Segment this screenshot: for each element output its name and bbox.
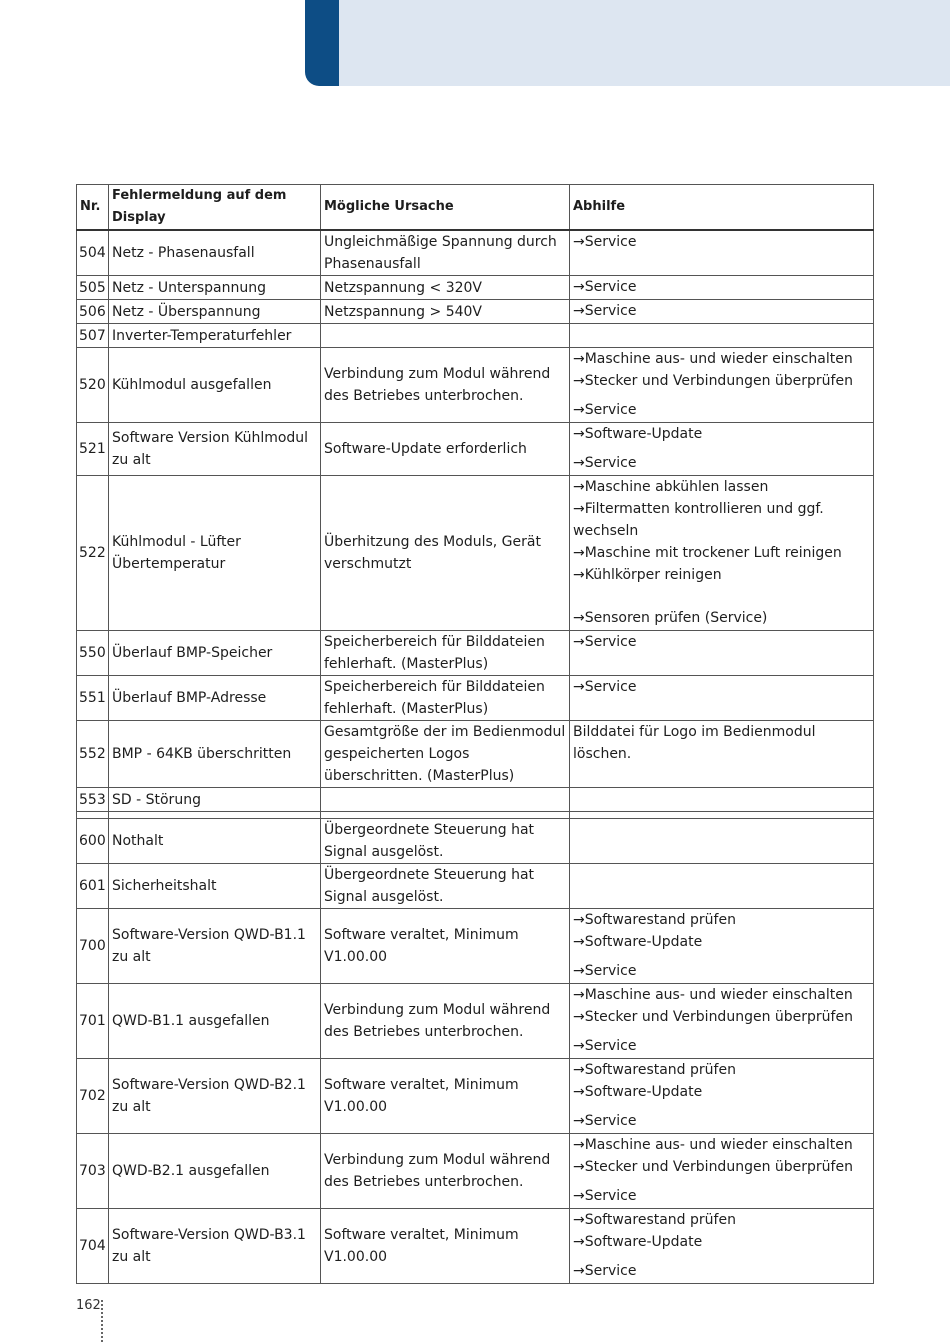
cell-nr: 520 — [77, 348, 109, 423]
cell-remedy — [570, 423, 874, 476]
spacer-cell — [109, 812, 321, 819]
cell-cause — [321, 788, 570, 812]
cell-nr: 506 — [77, 300, 109, 324]
cell-cause: Netzspannung > 540V — [321, 300, 570, 324]
remedy-line: →Maschine aus- und wieder einschalten — [573, 1137, 853, 1153]
table-row — [77, 788, 874, 812]
remedy-line-bottom: →Service — [573, 402, 637, 418]
remedy-line-bottom: →Sensoren prüfen (Service) — [573, 610, 768, 626]
cell-message: QWD-B1.1 ausgefallen — [109, 984, 321, 1059]
cell-nr: 700 — [77, 909, 109, 984]
remedy-lines — [573, 476, 870, 629]
cell-message: QWD-B2.1 ausgefallen — [109, 1134, 321, 1209]
remedy-lines — [573, 721, 870, 765]
remedy-line: →Stecker und Verbindungen überprüfen — [573, 373, 853, 389]
remedy-line: →Software-Update — [573, 426, 703, 442]
cell-remedy — [570, 721, 874, 788]
remedy-line: →Stecker und Verbindungen überprüfen — [573, 1009, 853, 1025]
remedy-line: →Service — [573, 279, 637, 295]
remedy-line: →Maschine aus- und wieder einschalten — [573, 351, 853, 367]
cell-nr: 521 — [77, 423, 109, 476]
cell-message: Software-Version QWD-B2.1 zu alt — [109, 1059, 321, 1134]
table-row — [77, 721, 874, 788]
col-header-nr: Nr. — [77, 185, 109, 231]
spacer-cell — [321, 812, 570, 819]
remedy-line: →Software-Update — [573, 934, 703, 950]
cell-message: Inverter-Temperaturfehler — [109, 324, 321, 348]
table-row — [77, 984, 874, 1059]
cell-nr: 552 — [77, 721, 109, 788]
cell-remedy — [570, 1059, 874, 1134]
table-spacer-row — [77, 812, 874, 819]
cell-remedy — [570, 1134, 874, 1209]
cell-cause: Übergeordnete Steuerung hat Signal ausgelöst. — [321, 819, 570, 864]
cell-nr: 550 — [77, 631, 109, 676]
cell-remedy — [570, 348, 874, 423]
remedy-lines — [573, 1059, 870, 1132]
cell-remedy — [570, 676, 874, 721]
table-row — [77, 423, 874, 476]
cell-message: Software Version Kühlmodul zu alt — [109, 423, 321, 476]
remedy-line-bottom: →Service — [573, 1038, 637, 1054]
cell-cause: Software veraltet, Minimum V1.00.00 — [321, 1209, 570, 1284]
error-table — [76, 184, 874, 1284]
remedy-line: →Stecker und Verbindungen überprüfen — [573, 1159, 853, 1175]
remedy-line: →Service — [573, 679, 637, 695]
cell-remedy — [570, 864, 874, 909]
remedy-line: →Maschine mit trockener Luft reinigen — [573, 545, 842, 561]
cell-nr: 702 — [77, 1059, 109, 1134]
col-header-message: Fehlermeldung auf dem Display — [109, 185, 321, 231]
cell-remedy — [570, 909, 874, 984]
remedy-line-bottom: →Service — [573, 1188, 637, 1204]
remedy-line: →Software-Update — [573, 1234, 703, 1250]
cell-message: BMP - 64KB überschritten — [109, 721, 321, 788]
table-row — [77, 631, 874, 676]
col-header-cause: Mögliche Ursache — [321, 185, 570, 231]
cell-message: SD - Störung — [109, 788, 321, 812]
remedy-line: →Softwarestand prüfen — [573, 1062, 736, 1078]
table-row — [77, 324, 874, 348]
remedy-line-bottom: →Service — [573, 1263, 637, 1279]
remedy-lines — [573, 1209, 870, 1282]
remedy-line: →Maschine aus- und wieder einschalten — [573, 987, 853, 1003]
header-band — [339, 0, 950, 86]
remedy-line: →Softwarestand prüfen — [573, 1212, 736, 1228]
cell-message: Nothalt — [109, 819, 321, 864]
cell-nr: 553 — [77, 788, 109, 812]
remedy-line: →Service — [573, 303, 637, 319]
spacer-cell — [77, 812, 109, 819]
cell-cause: Verbindung zum Modul während des Betriebes unterbrochen. — [321, 1134, 570, 1209]
cell-remedy — [570, 984, 874, 1059]
remedy-lines — [573, 423, 870, 474]
cell-cause — [321, 324, 570, 348]
remedy-line: →Service — [573, 634, 637, 650]
table-row — [77, 864, 874, 909]
cell-nr: 703 — [77, 1134, 109, 1209]
table-row — [77, 348, 874, 423]
remedy-line: →Filtermatten kontrollieren und ggf. wechseln — [573, 501, 824, 539]
cell-nr: 600 — [77, 819, 109, 864]
remedy-line: →Service — [573, 234, 637, 250]
cell-cause: Speicherbereich für Bilddateien fehlerhaft. (MasterPlus) — [321, 676, 570, 721]
cell-cause: Verbindung zum Modul während des Betriebes unterbrochen. — [321, 348, 570, 423]
cell-remedy — [570, 819, 874, 864]
col-header-remedy: Abhilfe — [570, 185, 874, 231]
cell-cause: Ungleichmäßige Spannung durch Phasenausfall — [321, 230, 570, 276]
remedy-line-bottom: →Service — [573, 1113, 637, 1129]
table-row — [77, 300, 874, 324]
cell-cause: Überhitzung des Moduls, Gerät verschmutzt — [321, 476, 570, 631]
remedy-lines — [573, 984, 870, 1057]
remedy-lines — [573, 909, 870, 982]
table-row — [77, 909, 874, 984]
cell-message: Sicherheitshalt — [109, 864, 321, 909]
cell-message: Kühlmodul ausgefallen — [109, 348, 321, 423]
table-row — [77, 476, 874, 631]
cell-nr: 551 — [77, 676, 109, 721]
remedy-line: →Softwarestand prüfen — [573, 912, 736, 928]
cell-message: Software-Version QWD-B1.1 zu alt — [109, 909, 321, 984]
page-number: 162 — [76, 1298, 101, 1313]
cell-message: Überlauf BMP-Adresse — [109, 676, 321, 721]
cell-cause: Speicherbereich für Bilddateien fehlerhaft. (MasterPlus) — [321, 631, 570, 676]
cell-remedy — [570, 788, 874, 812]
cell-nr: 601 — [77, 864, 109, 909]
spacer-cell — [570, 812, 874, 819]
cell-message: Netz - Phasenausfall — [109, 230, 321, 276]
cell-remedy — [570, 230, 874, 276]
cell-nr: 507 — [77, 324, 109, 348]
cell-cause: Übergeordnete Steuerung hat Signal ausgelöst. — [321, 864, 570, 909]
table-row — [77, 676, 874, 721]
cell-remedy — [570, 300, 874, 324]
table-row — [77, 819, 874, 864]
cell-message: Software-Version QWD-B3.1 zu alt — [109, 1209, 321, 1284]
cell-remedy — [570, 476, 874, 631]
remedy-line: →Kühlkörper reinigen — [573, 567, 722, 583]
cell-remedy — [570, 1209, 874, 1284]
remedy-lines — [573, 231, 870, 253]
remedy-lines — [573, 276, 870, 298]
table-row — [77, 230, 874, 276]
cell-remedy — [570, 324, 874, 348]
cell-cause: Software veraltet, Minimum V1.00.00 — [321, 1059, 570, 1134]
cell-cause: Software-Update erforderlich — [321, 423, 570, 476]
table-header-row — [77, 185, 874, 231]
cell-message: Kühlmodul - Lüfter Übertemperatur — [109, 476, 321, 631]
remedy-lines — [573, 348, 870, 421]
cell-nr: 505 — [77, 276, 109, 300]
remedy-line: →Maschine abkühlen lassen — [573, 479, 769, 495]
remedy-line: →Software-Update — [573, 1084, 703, 1100]
table-row — [77, 1209, 874, 1284]
cell-remedy — [570, 631, 874, 676]
cell-remedy — [570, 276, 874, 300]
table-row — [77, 276, 874, 300]
cell-nr: 504 — [77, 230, 109, 276]
remedy-line-bottom: →Service — [573, 455, 637, 471]
table-row — [77, 1134, 874, 1209]
table-row — [77, 1059, 874, 1134]
remedy-line: Bilddatei für Logo im Bedienmodul löschen. — [573, 724, 816, 762]
remedy-line-bottom: →Service — [573, 963, 637, 979]
remedy-lines — [573, 676, 870, 698]
cell-cause: Netzspannung < 320V — [321, 276, 570, 300]
cell-message: Überlauf BMP-Speicher — [109, 631, 321, 676]
cell-nr: 704 — [77, 1209, 109, 1284]
cell-cause: Software veraltet, Minimum V1.00.00 — [321, 909, 570, 984]
remedy-lines — [573, 300, 870, 322]
cell-cause: Gesamtgröße der im Bedienmodul gespeicherten Logos überschritten. (MasterPlus) — [321, 721, 570, 788]
remedy-lines — [573, 1134, 870, 1207]
cell-nr: 522 — [77, 476, 109, 631]
cell-message: Netz - Überspannung — [109, 300, 321, 324]
remedy-lines — [573, 631, 870, 653]
dotted-divider — [101, 1300, 103, 1342]
cell-cause: Verbindung zum Modul während des Betriebes unterbrochen. — [321, 984, 570, 1059]
cell-message: Netz - Unterspannung — [109, 276, 321, 300]
cell-nr: 701 — [77, 984, 109, 1059]
